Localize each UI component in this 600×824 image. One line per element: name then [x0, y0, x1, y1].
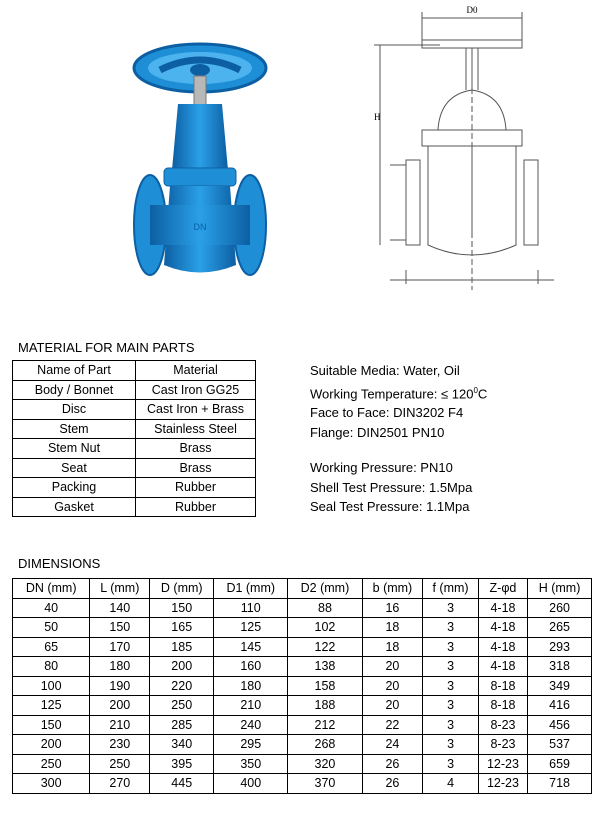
dimensions-cell: 370	[288, 774, 362, 794]
dimensions-cell: 80	[13, 657, 90, 677]
dimensions-cell: 3	[423, 696, 479, 716]
dimensions-cell: 395	[150, 754, 214, 774]
material-cell: Seat	[13, 458, 136, 478]
dimensions-cell: 220	[150, 676, 214, 696]
dimensions-cell: 20	[362, 676, 423, 696]
material-cell: Rubber	[136, 478, 256, 498]
material-cell: Packing	[13, 478, 136, 498]
dimensions-row	[13, 735, 592, 755]
dimensions-cell: 16	[362, 598, 423, 618]
dimensions-row	[13, 637, 592, 657]
dimensions-cell: 88	[288, 598, 362, 618]
dimensions-cell: 158	[288, 676, 362, 696]
dimensions-header-cell: D (mm)	[150, 579, 214, 599]
dimensions-cell: 160	[214, 657, 288, 677]
dimensions-cell: 212	[288, 715, 362, 735]
dimensions-cell: 295	[214, 735, 288, 755]
dimensions-cell: 65	[13, 637, 90, 657]
svg-text:DN: DN	[193, 222, 207, 232]
dimensions-cell: 300	[13, 774, 90, 794]
material-cell: Material	[136, 361, 256, 381]
dimensions-cell: 230	[90, 735, 150, 755]
dimensions-cell: 4-18	[478, 657, 527, 677]
spec-working-temp: Working Temperature: ≤ $120^0C$	[310, 385, 488, 401]
dimensions-cell: 150	[150, 598, 214, 618]
dimensions-cell: 285	[150, 715, 214, 735]
stem	[194, 76, 206, 106]
dimensions-cell: 456	[528, 715, 592, 735]
dimensions-header-cell: f (mm)	[423, 579, 479, 599]
dimensions-cell: 122	[288, 637, 362, 657]
dimensions-cell: 190	[90, 676, 150, 696]
dimensions-cell: 4-18	[478, 598, 527, 618]
d0-label: D0	[466, 5, 478, 15]
dimensions-cell: 100	[13, 676, 90, 696]
dimensions-header-cell: DN (mm)	[13, 579, 90, 599]
dimensions-cell: 165	[150, 618, 214, 638]
dimensions-row	[13, 696, 592, 716]
dimensions-cell: 3	[423, 715, 479, 735]
dimensions-cell: 185	[150, 637, 214, 657]
dimensions-cell: 20	[362, 657, 423, 677]
material-row	[13, 497, 256, 517]
dimensions-header-cell: D2 (mm)	[288, 579, 362, 599]
dimensions-cell: 188	[288, 696, 362, 716]
dimensions-cell: 537	[528, 735, 592, 755]
dimensions-row	[13, 657, 592, 677]
dimensions-cell: 250	[90, 754, 150, 774]
dimensions-cell: 349	[528, 676, 592, 696]
material-header-row	[13, 361, 256, 381]
dimensions-cell: 718	[528, 774, 592, 794]
dimensions-cell: 293	[528, 637, 592, 657]
dimensions-row	[13, 774, 592, 794]
dimensions-cell: 26	[362, 774, 423, 794]
dimensions-cell: 180	[90, 657, 150, 677]
dimensions-cell: 350	[214, 754, 288, 774]
spec-seal-test: Seal Test Pressure: 1.1Mpa	[310, 499, 470, 514]
dimensions-row	[13, 598, 592, 618]
material-row	[13, 419, 256, 439]
dimensions-cell: 8-18	[478, 696, 527, 716]
dimensions-cell: 22	[362, 715, 423, 735]
spec-media: Suitable Media: Water, Oil	[310, 363, 460, 378]
dimensions-cell: 8-23	[478, 735, 527, 755]
dimensions-cell: 3	[423, 618, 479, 638]
dimensions-cell: 12-23	[478, 754, 527, 774]
dimensions-cell: 50	[13, 618, 90, 638]
dimensions-cell: 102	[288, 618, 362, 638]
dimensions-cell: 3	[423, 676, 479, 696]
h-label: H	[374, 112, 381, 122]
dimensions-cell: 4-18	[478, 637, 527, 657]
dimensions-cell: 416	[528, 696, 592, 716]
dimensions-cell: 26	[362, 754, 423, 774]
spec-face-to-face: Face to Face: DIN3202 F4	[310, 405, 464, 421]
dimensions-cell: 150	[90, 618, 150, 638]
technical-drawing	[350, 0, 595, 290]
dimensions-cell: 250	[13, 754, 90, 774]
dimensions-cell: 18	[362, 618, 423, 638]
material-table	[12, 360, 256, 517]
material-row	[13, 380, 256, 400]
spec-working-pressure: Working Pressure: PN10	[310, 460, 453, 475]
dimensions-header-cell: D1 (mm)	[214, 579, 288, 599]
dimensions-header-cell: Z-φd	[478, 579, 527, 599]
material-title: MATERIAL FOR MAIN PARTS	[18, 340, 195, 355]
dimensions-cell: 3	[423, 754, 479, 774]
dimensions-cell: 140	[90, 598, 150, 618]
dimensions-cell: 3	[423, 598, 479, 618]
dimensions-cell: 445	[150, 774, 214, 794]
dimensions-cell: 250	[150, 696, 214, 716]
dimensions-cell: 210	[214, 696, 288, 716]
material-cell: Brass	[136, 439, 256, 459]
dimensions-cell: 318	[528, 657, 592, 677]
material-cell: Stem	[13, 419, 136, 439]
material-cell: Cast Iron GG25	[136, 380, 256, 400]
dimensions-cell: 145	[214, 637, 288, 657]
dimensions-cell: 18	[362, 637, 423, 657]
dimensions-row	[13, 618, 592, 638]
dimensions-header-cell: b (mm)	[362, 579, 423, 599]
dimensions-cell: 200	[13, 735, 90, 755]
dimensions-cell: 40	[13, 598, 90, 618]
dimensions-row	[13, 754, 592, 774]
valve-photo	[120, 40, 280, 290]
dimensions-cell: 150	[13, 715, 90, 735]
dimensions-cell: 240	[214, 715, 288, 735]
dimensions-cell: 200	[150, 657, 214, 677]
dimensions-cell: 4	[423, 774, 479, 794]
dimensions-cell: 320	[288, 754, 362, 774]
material-row	[13, 458, 256, 478]
dimensions-cell: 400	[214, 774, 288, 794]
dimensions-cell: 8-23	[478, 715, 527, 735]
dimensions-cell: 180	[214, 676, 288, 696]
dimensions-cell: 125	[214, 618, 288, 638]
dimensions-cell: 3	[423, 735, 479, 755]
dimensions-cell: 3	[423, 657, 479, 677]
material-cell: Brass	[136, 458, 256, 478]
dimensions-cell: 110	[214, 598, 288, 618]
dimensions-cell: 270	[90, 774, 150, 794]
dimensions-cell: 138	[288, 657, 362, 677]
dimensions-header-row	[13, 579, 592, 599]
dimensions-cell: 8-18	[478, 676, 527, 696]
dimensions-table	[12, 578, 592, 794]
material-cell: Rubber	[136, 497, 256, 517]
dimensions-cell: 659	[528, 754, 592, 774]
material-row	[13, 400, 256, 420]
dimensions-cell: 260	[528, 598, 592, 618]
material-cell: Stainless Steel	[136, 419, 256, 439]
dimensions-cell: 20	[362, 696, 423, 716]
material-row	[13, 478, 256, 498]
spec-shell-test: Shell Test Pressure: 1.5Mpa	[310, 479, 473, 495]
dimensions-cell: 3	[423, 637, 479, 657]
dimensions-row	[13, 715, 592, 735]
material-cell: Disc	[13, 400, 136, 420]
dimensions-title: DIMENSIONS	[18, 556, 101, 571]
dimensions-cell: 340	[150, 735, 214, 755]
material-cell: Stem Nut	[13, 439, 136, 459]
dimensions-cell: 200	[90, 696, 150, 716]
dimensions-cell: 4-18	[478, 618, 527, 638]
dimensions-cell: 170	[90, 637, 150, 657]
dimensions-cell: 210	[90, 715, 150, 735]
specs-pressure	[310, 458, 472, 517]
dimensions-cell: 268	[288, 735, 362, 755]
material-cell: Name of Part	[13, 361, 136, 381]
specs-general	[310, 361, 487, 442]
material-row	[13, 439, 256, 459]
dimensions-cell: 12-23	[478, 774, 527, 794]
material-cell: Body / Bonnet	[13, 380, 136, 400]
spec-flange: Flange: DIN2501 PN10	[310, 424, 445, 440]
bonnet	[172, 104, 228, 170]
material-cell: Gasket	[13, 497, 136, 517]
dimensions-cell: 125	[13, 696, 90, 716]
dimensions-header-cell: L (mm)	[90, 579, 150, 599]
dimensions-cell: 265	[528, 618, 592, 638]
dimensions-header-cell: H (mm)	[528, 579, 592, 599]
material-cell: Cast Iron + Brass	[136, 400, 256, 420]
dimensions-row	[13, 676, 592, 696]
dimensions-cell: 24	[362, 735, 423, 755]
